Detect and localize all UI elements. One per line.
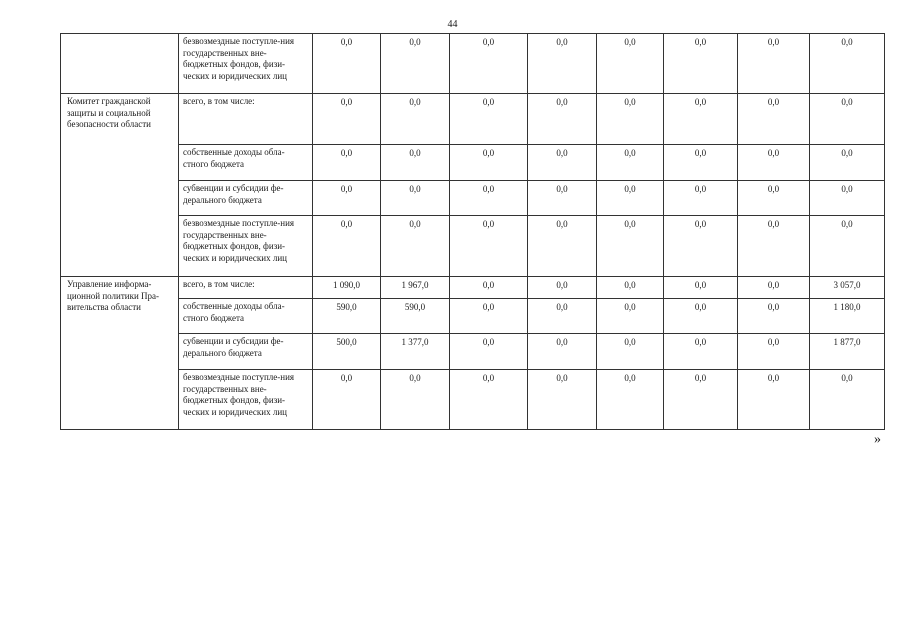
table-row (61, 216, 885, 277)
value-cell: 0,0 (313, 216, 381, 277)
value-cell: 0,0 (738, 34, 810, 94)
value-cell: 0,0 (528, 299, 597, 334)
value-cell: 0,0 (597, 370, 664, 430)
value-cell: 0,0 (597, 277, 664, 299)
value-cell: 0,0 (528, 94, 597, 145)
table-row (61, 370, 885, 430)
value-cell: 0,0 (313, 94, 381, 145)
table-row (61, 334, 885, 370)
closing-quote-mark: » (874, 432, 881, 447)
value-cell: 0,0 (597, 145, 664, 181)
value-cell: 0,0 (664, 145, 738, 181)
value-cell: 0,0 (528, 34, 597, 94)
value-cell: 0,0 (313, 145, 381, 181)
value-cell: 1 090,0 (313, 277, 381, 299)
value-cell: 0,0 (381, 370, 450, 430)
indicator-cell: собственные доходы обла-стного бюджета (179, 299, 313, 334)
value-cell: 0,0 (528, 216, 597, 277)
table-body (61, 34, 885, 430)
value-cell: 0,0 (810, 34, 885, 94)
indicator-cell: безвозмездные поступле-ния государственных вне-бюджетных фондов, физи-ческих и юридических лиц (179, 370, 313, 430)
value-cell: 0,0 (738, 181, 810, 216)
value-cell: 0,0 (810, 181, 885, 216)
value-cell: 1 967,0 (381, 277, 450, 299)
value-cell: 0,0 (450, 145, 528, 181)
value-cell: 0,0 (810, 145, 885, 181)
value-cell: 0,0 (450, 94, 528, 145)
value-cell: 0,0 (450, 181, 528, 216)
value-cell: 0,0 (810, 216, 885, 277)
indicator-cell: субвенции и субсидии фе-дерального бюджета (179, 181, 313, 216)
indicator-cell: субвенции и субсидии фе-дерального бюджета (179, 334, 313, 370)
table-row (61, 34, 885, 94)
organization-cell (61, 34, 179, 94)
value-cell: 0,0 (381, 145, 450, 181)
value-cell: 0,0 (313, 181, 381, 216)
value-cell: 0,0 (664, 181, 738, 216)
value-cell: 0,0 (810, 370, 885, 430)
budget-table (60, 33, 885, 430)
value-cell: 0,0 (664, 334, 738, 370)
value-cell: 0,0 (664, 299, 738, 334)
value-cell: 0,0 (528, 181, 597, 216)
indicator-cell: всего, в том числе: (179, 94, 313, 145)
value-cell: 0,0 (738, 334, 810, 370)
value-cell: 0,0 (450, 216, 528, 277)
value-cell: 0,0 (664, 216, 738, 277)
value-cell: 0,0 (381, 34, 450, 94)
value-cell: 0,0 (313, 34, 381, 94)
table-row (61, 145, 885, 181)
indicator-cell: безвозмездные поступле-ния государственных вне-бюджетных фондов, физи-ческих и юридических лиц (179, 34, 313, 94)
value-cell: 0,0 (381, 94, 450, 145)
value-cell: 0,0 (664, 34, 738, 94)
value-cell: 1 877,0 (810, 334, 885, 370)
value-cell: 1 180,0 (810, 299, 885, 334)
value-cell: 0,0 (450, 299, 528, 334)
value-cell: 0,0 (738, 370, 810, 430)
value-cell: 590,0 (313, 299, 381, 334)
value-cell: 0,0 (528, 277, 597, 299)
value-cell: 0,0 (738, 94, 810, 145)
indicator-cell: собственные доходы обла-стного бюджета (179, 145, 313, 181)
value-cell: 0,0 (450, 370, 528, 430)
value-cell: 0,0 (664, 94, 738, 145)
value-cell: 0,0 (528, 334, 597, 370)
table-row (61, 277, 885, 299)
value-cell: 0,0 (738, 216, 810, 277)
organization-cell: Управление информа-ционной политики Пра-вительства области (61, 277, 179, 430)
value-cell: 0,0 (597, 334, 664, 370)
value-cell: 590,0 (381, 299, 450, 334)
value-cell: 500,0 (313, 334, 381, 370)
value-cell: 1 377,0 (381, 334, 450, 370)
value-cell: 0,0 (597, 94, 664, 145)
indicator-cell: безвозмездные поступле-ния государственных вне-бюджетных фондов, физи-ческих и юридических лиц (179, 216, 313, 277)
value-cell: 0,0 (597, 299, 664, 334)
value-cell: 0,0 (528, 145, 597, 181)
value-cell: 0,0 (738, 145, 810, 181)
page-number: 44 (447, 19, 458, 30)
value-cell: 3 057,0 (810, 277, 885, 299)
value-cell: 0,0 (597, 216, 664, 277)
value-cell: 0,0 (313, 370, 381, 430)
value-cell: 0,0 (738, 299, 810, 334)
value-cell: 0,0 (450, 34, 528, 94)
value-cell: 0,0 (381, 181, 450, 216)
table-row (61, 181, 885, 216)
value-cell: 0,0 (450, 334, 528, 370)
table-row (61, 94, 885, 145)
value-cell: 0,0 (664, 370, 738, 430)
value-cell: 0,0 (528, 370, 597, 430)
table-row (61, 299, 885, 334)
value-cell: 0,0 (597, 34, 664, 94)
value-cell: 0,0 (597, 181, 664, 216)
organization-cell: Комитет гражданской защиты и социальной безопасности области (61, 94, 179, 277)
indicator-cell: всего, в том числе: (179, 277, 313, 299)
value-cell: 0,0 (738, 277, 810, 299)
value-cell: 0,0 (381, 216, 450, 277)
value-cell: 0,0 (664, 277, 738, 299)
value-cell: 0,0 (450, 277, 528, 299)
value-cell: 0,0 (810, 94, 885, 145)
